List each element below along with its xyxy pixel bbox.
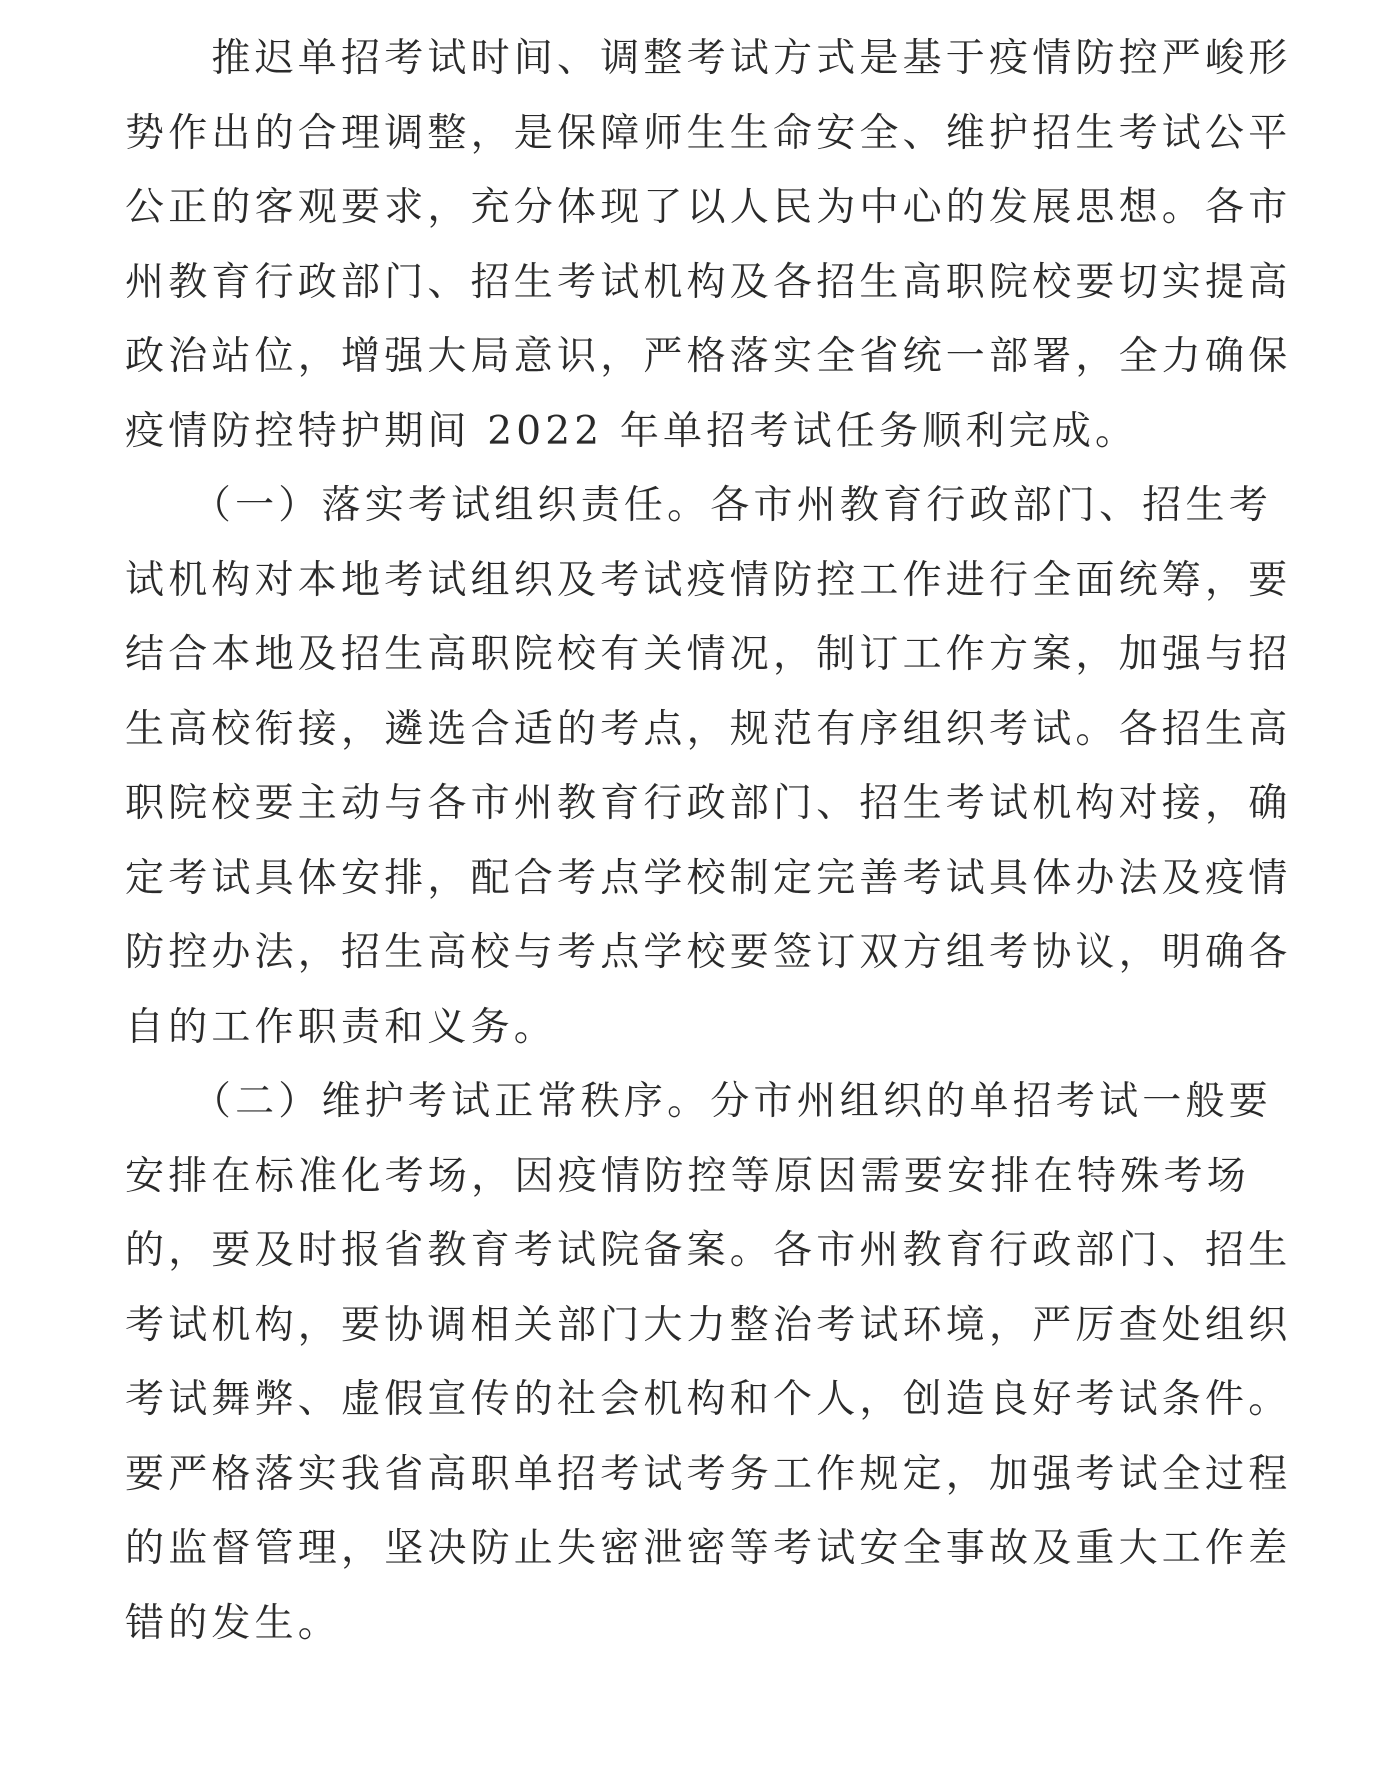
text-line: 州教育行政部门、招生考试机构及各招生高职院校要切实提高 (125, 259, 1292, 305)
paragraph-1 (125, 22, 1292, 469)
text-line: 错的发生。 (125, 1600, 342, 1646)
paragraph-2-section-one (125, 469, 1292, 1065)
document-body (125, 22, 1292, 1661)
text-line: （一）落实考试组织责任。各市州教育行政部门、招生考 (125, 483, 1272, 528)
text-line: 要严格落实我省高职单招考试考务工作规定，加强考试全过程 (125, 1451, 1292, 1497)
text-line: 试机构对本地考试组织及考试疫情防控工作进行全面统筹，要 (125, 557, 1292, 603)
text-line: 考试舞弊、虚假宣传的社会机构和个人，创造良好考试条件。 (125, 1377, 1292, 1422)
text-line: 安排在标准化考场，因疫情防控等原因需要安排在特殊考场 (125, 1153, 1250, 1199)
text-line: 的，要及时报省教育考试院备案。各市州教育行政部门、招生 (125, 1228, 1292, 1273)
text-line: 疫情防控特护期间 2022 年单招考试任务顺利完成。 (125, 408, 1139, 454)
text-line: 推迟单招考试时间、调整考试方式是基于疫情防控严峻形 (125, 36, 1292, 81)
paragraph-3-section-two (125, 1065, 1292, 1661)
text-line: 的监督管理，坚决防止失密泄密等考试安全事故及重大工作差 (125, 1526, 1292, 1571)
text-line: 防控办法，招生高校与考点学校要签订双方组考协议，明确各 (125, 930, 1292, 975)
text-line: 公正的客观要求，充分体现了以人民为中心的发展思想。各市 (125, 185, 1292, 230)
text-line: 生高校衔接，遴选合适的考点，规范有序组织考试。各招生高 (125, 706, 1292, 752)
text-line: 职院校要主动与各市州教育行政部门、招生考试机构对接，确 (125, 781, 1292, 826)
text-line: 势作出的合理调整，是保障师生生命安全、维护招生考试公平 (125, 110, 1292, 156)
text-line: 政治站位，增强大局意识，严格落实全省统一部署，全力确保 (125, 334, 1292, 379)
text-line: 结合本地及招生高职院校有关情况，制订工作方案，加强与招 (125, 632, 1292, 677)
text-line: 定考试具体安排，配合考点学校制定完善考试具体办法及疫情 (125, 855, 1292, 901)
text-line: 考试机构，要协调相关部门大力整治考试环境，严厉查处组织 (125, 1302, 1292, 1348)
text-line: （二）维护考试正常秩序。分市州组织的单招考试一般要 (125, 1079, 1272, 1124)
text-line: 自的工作职责和义务。 (125, 1004, 558, 1050)
